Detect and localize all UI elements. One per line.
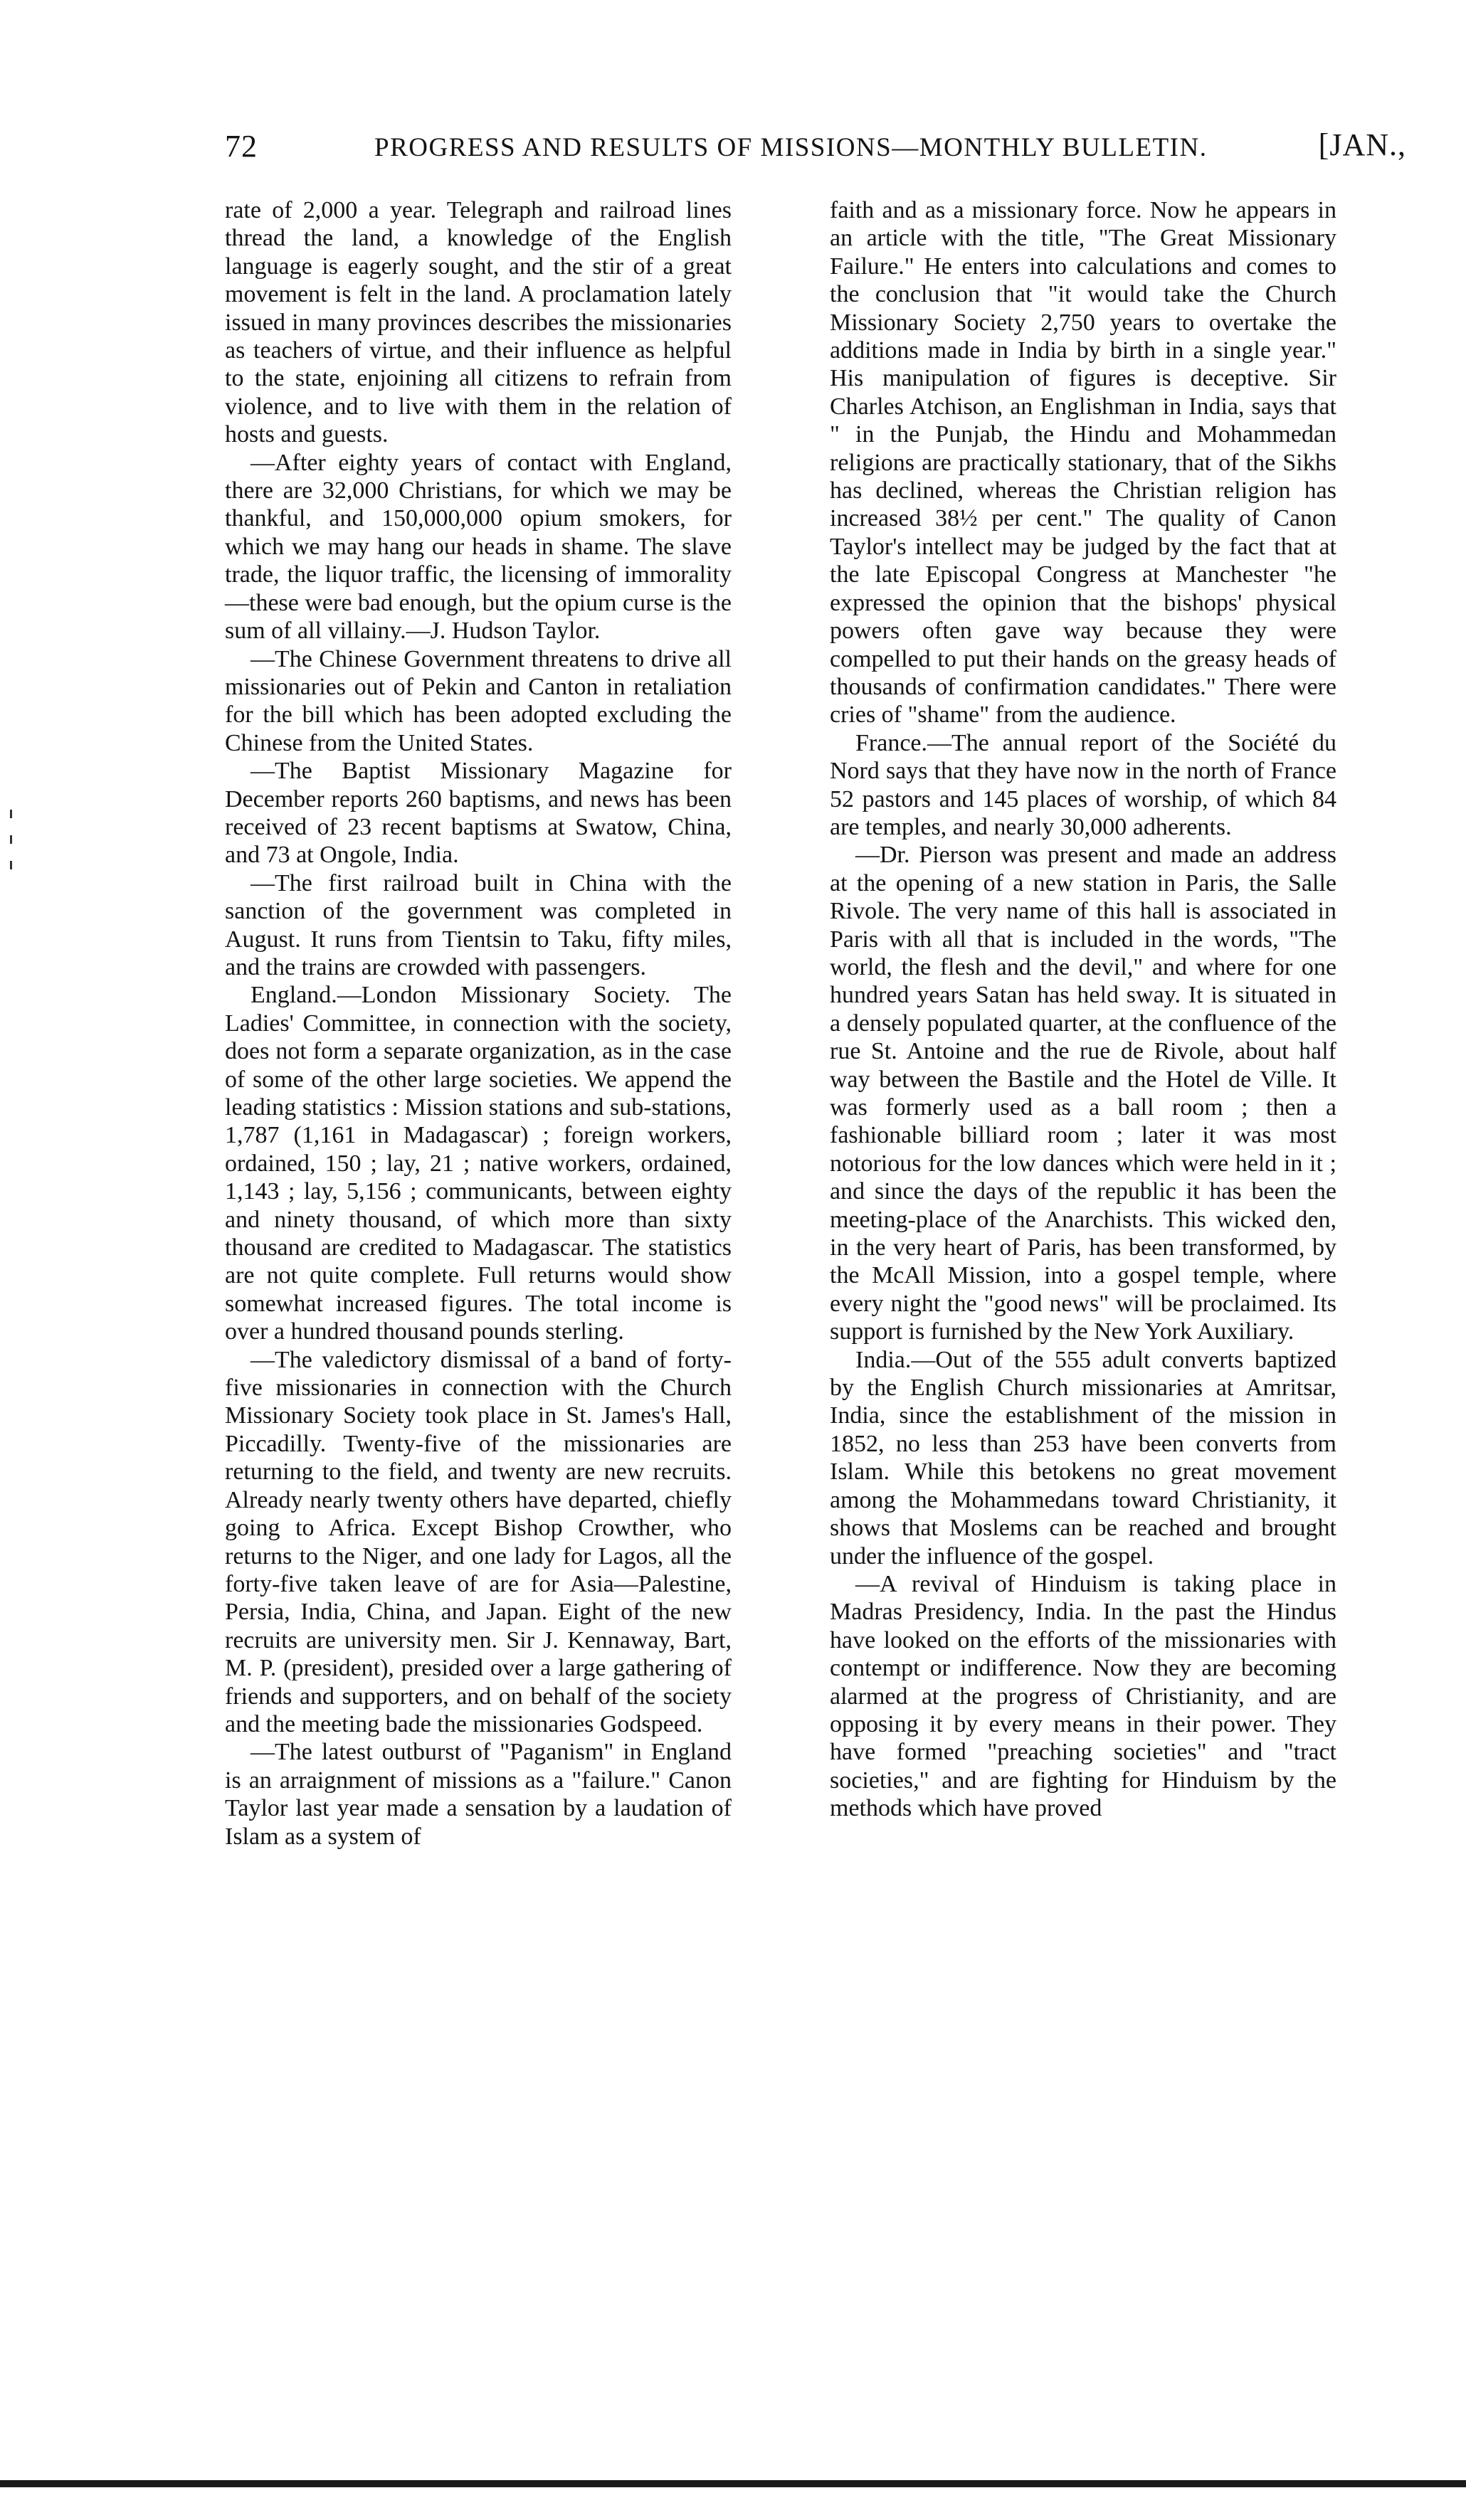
- running-month: [JAN.,: [1318, 127, 1406, 162]
- margin-mark: [10, 835, 12, 844]
- running-head: [225, 125, 1406, 171]
- paragraph-baptist-magazine: —The Baptist Missionary Magazine for December reports 260 baptisms, and news has been received of 23 recent baptisms at Swatow, China, and 73 at Ongole, India.: [225, 758, 732, 869]
- paragraph-opium: —After eighty years of contact with England, there are 32,000 Christians, for which we may be thankful, and 150,000,000 opium smokers, for which we may hang our heads in shame. The slave trade, the liquor traffic, the licensing of immorality—these were bad enough, but the opium curse is the sum of all villainy.—J. Hudson Taylor.: [225, 449, 732, 645]
- paragraph-chinese-government: —The Chinese Government threatens to drive all missionaries out of Pekin and Canton in retaliation for the bill which has been adopted excluding the Chinese from the United States.: [225, 645, 732, 756]
- running-title: PROGRESS AND RESULTS OF MISSIONS—MONTHLY BULLETIN.: [374, 133, 1208, 162]
- bottom-scan-border: [0, 2480, 1466, 2487]
- paragraph-china-continued: rate of 2,000 a year. Telegraph and railroad lines thread the land, a knowledge of the English language is eagerly sought, and the stir of a great movement is felt in the land. A proclamation lately issued in many provinces describes the missionaries as teachers of virtue, and their influence as helpful to the state, enjoining all citizens to refrain from violence, and to live with them in the relation of hosts and guests.: [225, 197, 732, 448]
- paragraph-india-converts: India.—Out of the 555 adult converts baptized by the English Church missionaries at Amritsar, India, since the establishment of the mission in 1852, no less than 253 have been converts from Islam. While this betokens no great movement among the Mohammedans toward Christianity, it shows that Moslems can be reached and brought under the influence of the gospel.: [830, 1346, 1336, 1569]
- page-number: 72: [225, 129, 258, 164]
- left-column: [225, 196, 732, 2473]
- paragraph-france: France.—The annual report of the Société du Nord says that they have now in the north of France 52 pastors and 145 places of worship, of which 84 are temples, and nearly 30,000 adherents.: [830, 729, 1336, 840]
- paragraph-valedictory-dismissal: —The valedictory dismissal of a band of forty-five missionaries in connection with the Church Missionary Society took place in St. James's Hall, Piccadilly. Twenty-five of the missionaries are returning to the field, and twenty are new recruits. Already nearly twenty others have departed, chiefly going to Africa. Except Bishop Crowther, who returns to the Niger, and one lady for Lagos, all the forty-five taken leave of are for Asia—Palestine, Persia, India, China, and Japan. Eight of the new recruits are university men. Sir J. Kennaway, Bart, M. P. (president), presided over a large gathering of friends and supporters, and on behalf of the society and the meeting bade the missionaries Godspeed.: [225, 1346, 732, 1737]
- right-column: [830, 196, 1336, 2473]
- margin-mark: [10, 810, 12, 818]
- paragraph-paganism-continued: faith and as a missionary force. Now he appears in an article with the title, "The Great Missionary Failure." He enters into calculations and comes to the conclusion that "it would take the Church Missionary Society 2,750 years to overtake the additions made in India by birth in a single year." His manipulation of figures is deceptive. Sir Charles Atchison, an Englishman in India, says that " in the Punjab, the Hindu and Mohammedan religions are practically stationary, that of the Sikhs has declined, whereas the Christian religion has increased 38½ per cent." The quality of Canon Taylor's intellect may be judged by the fact that at the late Episcopal Congress at Manchester "he expressed the opinion that the bishops' physical powers often gave way because they were compelled to put their hands on the greasy heads of thousands of confirmation candidates." There were cries of "shame" from the audience.: [830, 197, 1336, 729]
- paragraph-first-railroad: —The first railroad built in China with the sanction of the government was completed in August. It runs from Tientsin to Taku, fifty miles, and the trains are crowded with passengers.: [225, 869, 732, 980]
- margin-mark: [10, 861, 12, 869]
- paragraph-dr-pierson: —Dr. Pierson was present and made an address at the opening of a new station in Paris, the Salle Rivole. The very name of this hall is associated in Paris with all that is included in the words, "The world, the flesh and the devil," and where for one hundred years Satan has held sway. It is situated in a densely populated quarter, at the confluence of the rue St. Antoine and the rue de Rivole, about half way between the Bastile and the Hotel de Ville. It was formerly used as a ball room ; then a fashionable billiard room ; later it was most notorious for the low dances which were held in it ; and since the days of the republic it has been the meeting-place of the Anarchists. This wicked den, in the very heart of Paris, has been transformed, by the McAll Mission, into a gospel temple, where every night the "good news" will be proclaimed. Its support is furnished by the New York Auxiliary.: [830, 842, 1336, 1345]
- paragraph-hinduism-revival: —A revival of Hinduism is taking place in Madras Presidency, India. In the past the Hindus have looked on the efforts of the missionaries with contempt or indifference. Now they are becoming alarmed at the progress of Christianity, and are opposing it by every means in their power. They have formed "preaching societies" and "tract societies," and are fighting for Hinduism by the methods which have proved: [830, 1570, 1336, 1822]
- paragraph-paganism: —The latest outburst of "Paganism" in England is an arraignment of missions as a "failure." Canon Taylor last year made a sensation by a laudation of Islam as a system of: [225, 1739, 732, 1850]
- paragraph-england-lms: England.—London Missionary Society. The Ladies' Committee, in connection with the society, does not form a separate organization, as in the case of some of the other large societies. We append the leading statistics : Mission stations and sub-stations, 1,787 (1,161 in Madagascar) ; foreign workers, ordained, 150 ; lay, 21 ; native workers, ordained, 1,143 ; lay, 5,156 ; communicants, between eighty and ninety thousand, of which more than sixty thousand are credited to Madagascar. The statistics are not quite complete. Full returns would show somewhat increased figures. The total income is over a hundred thousand pounds sterling.: [225, 982, 732, 1345]
